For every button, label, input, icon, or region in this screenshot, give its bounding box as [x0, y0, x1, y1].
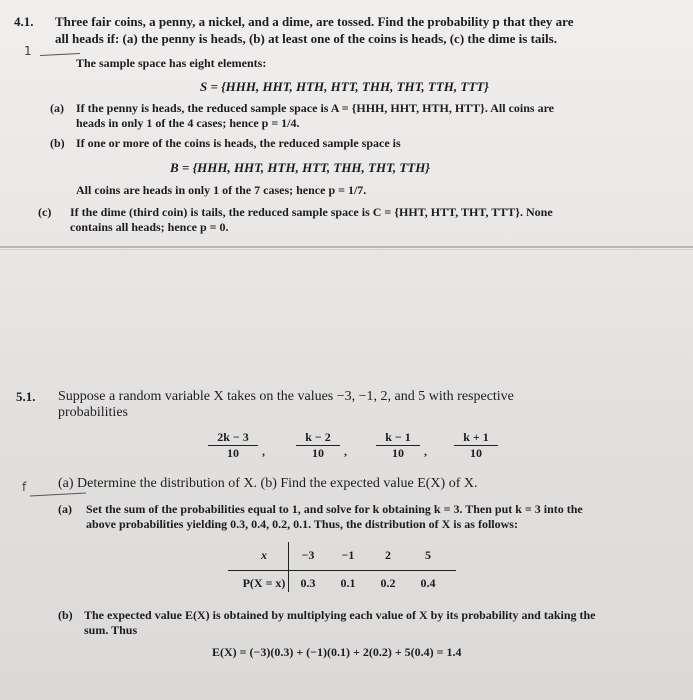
- table-cell: 0.3: [300, 576, 316, 590]
- distribution-table: [240, 545, 448, 594]
- part-label: (c): [38, 205, 52, 219]
- solution-line: All coins are heads in only 1 of the 7 cases; hence p = 1/7.: [76, 183, 367, 197]
- table-cell: 2: [385, 548, 391, 562]
- fraction-numerator: 2k − 3: [208, 430, 258, 446]
- page-divider: [0, 246, 693, 248]
- pen-stroke: [30, 493, 86, 497]
- pen-stroke: [40, 53, 80, 56]
- fraction-numerator: k + 1: [454, 430, 498, 446]
- solution-line: The expected value E(X) is obtained by multiplying each value of X by its probability and taking the: [84, 608, 596, 622]
- table-cell: −1: [341, 548, 355, 562]
- table-row: [240, 566, 448, 594]
- margin-mark: 1: [24, 44, 32, 58]
- fraction-separator: ,: [424, 444, 427, 458]
- problem-statement-line: all heads if: (a) the penny is heads, (b) at least one of the coins is heads, (c) the dime is tails.: [55, 31, 557, 46]
- table-cell: 5: [425, 548, 431, 562]
- solution-line: heads in only 1 of the 4 cases; hence p = 1/4.: [76, 116, 300, 130]
- solution-line: above probabilities yielding 0.3, 0.4, 0.2, 0.1. Thus, the distribution of X is as follows:: [86, 517, 518, 531]
- fraction-denominator: 10: [312, 446, 324, 460]
- fraction-denominator: 10: [470, 446, 482, 460]
- table-cell: 0.4: [420, 576, 436, 590]
- margin-mark: f: [22, 480, 27, 494]
- fraction-denominator: 10: [227, 446, 239, 460]
- part-label: (b): [58, 608, 73, 622]
- part-label: (b): [50, 136, 65, 150]
- problem-statement-line: Three fair coins, a penny, a nickel, and a dime, are tossed. Find the probability p that they are: [55, 14, 574, 29]
- problem-statement-line: probabilities: [58, 405, 128, 420]
- solution-line: If the dime (third coin) is tails, the reduced sample space is C = {HHT, HTT, THT, TTT}. None: [70, 205, 553, 219]
- sample-space-intro: The sample space has eight elements:: [76, 56, 267, 70]
- table-row: [240, 545, 448, 566]
- fraction-numerator: k − 1: [376, 430, 420, 446]
- fraction-separator: ,: [262, 444, 265, 458]
- problem-number: 5.1.: [16, 389, 36, 404]
- page-divider: [0, 249, 693, 250]
- solution-line: If the penny is heads, the reduced sample space is A = {HHH, HHT, HTH, HTT}. All coins are: [76, 101, 555, 115]
- probability-fraction: [208, 430, 258, 461]
- part-label: (a): [50, 101, 64, 115]
- fraction-separator: ,: [344, 444, 347, 458]
- problem-number: 4.1.: [14, 14, 34, 29]
- probability-fraction: [454, 430, 498, 461]
- table-cell: 0.2: [380, 576, 396, 590]
- solution-line: If one or more of the coins is heads, the reduced sample space is: [76, 136, 401, 150]
- table-cell: 0.1: [340, 576, 356, 590]
- probability-fraction: [376, 430, 420, 461]
- table-cell: −3: [301, 548, 315, 562]
- problem-statement-line: Suppose a random variable X takes on the values −3, −1, 2, and 5 with respective: [58, 389, 514, 404]
- fraction-denominator: 10: [392, 446, 404, 460]
- part-label: (a): [58, 502, 72, 516]
- solution-line: sum. Thus: [84, 623, 138, 637]
- expected-value-equation: E(X) = (−3)(0.3) + (−1)(0.1) + 2(0.2) + 5(0.4) = 1.4: [212, 645, 462, 659]
- table-header-x: x: [261, 548, 267, 562]
- solution-line: contains all heads; hence p = 0.: [70, 220, 229, 234]
- reduced-sample-space-set: B = {HHH, HHT, HTH, HTT, THH, THT, TTH}: [170, 160, 430, 175]
- table-header-p: P(X = x): [242, 576, 286, 590]
- solution-line: Set the sum of the probabilities equal to 1, and solve for k obtaining k = 3. Then put k = 3 into the: [86, 502, 583, 516]
- probability-fraction: [296, 430, 340, 461]
- sample-space-set: S = {HHH, HHT, HTH, HTT, THH, THT, TTH, TTT}: [200, 79, 489, 94]
- fraction-numerator: k − 2: [296, 430, 340, 446]
- question-line: (a) Determine the distribution of X. (b) Find the expected value E(X) of X.: [58, 476, 478, 491]
